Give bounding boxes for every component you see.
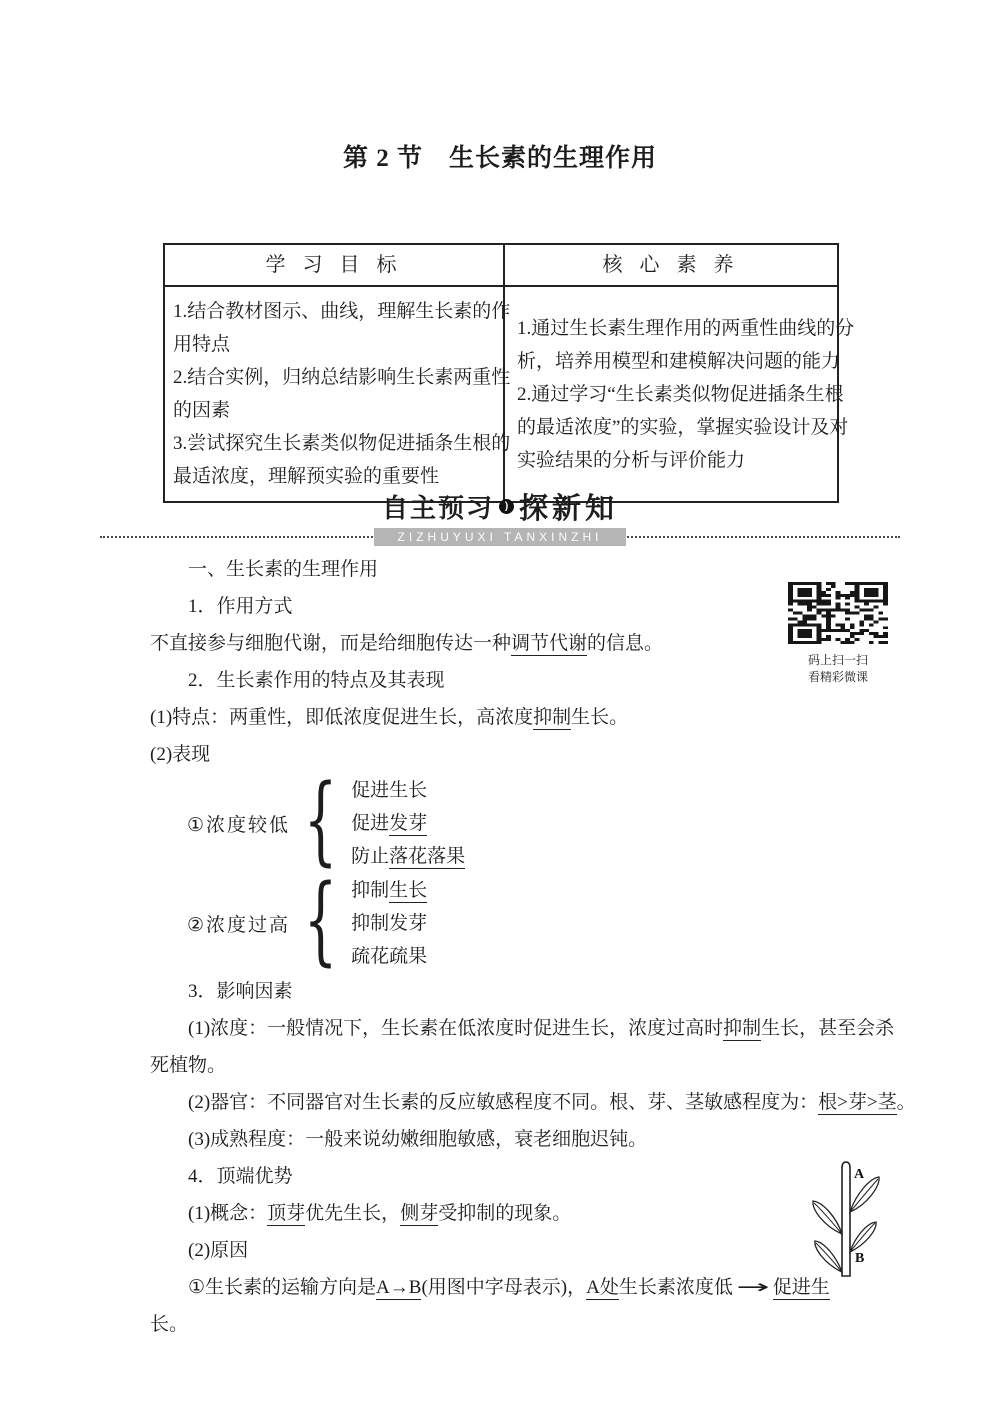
table-text-line: 实验结果的分析与评价能力 xyxy=(517,449,746,471)
plant-diagram xyxy=(806,1160,886,1280)
table-text-line: 3.尝试探究生长素类似物促进插条生根的 xyxy=(173,433,511,454)
text-run: (2)器官：不同器官对生长素的反应敏感程度不同。根、芽、茎敏感程度为： xyxy=(188,1092,819,1113)
text-line xyxy=(150,1084,916,1121)
text-run: 生长，甚至会杀 xyxy=(761,1018,895,1039)
table-text-line: 析，培养用模型和建模解决问题的能力 xyxy=(517,350,841,372)
page-title: 第 2 节 生长素的生理作用 xyxy=(342,145,657,172)
objectives-table xyxy=(163,243,855,503)
lines-part-1 xyxy=(150,551,866,773)
text-run: 抑制 xyxy=(351,879,390,901)
text-run: (2)原因 xyxy=(188,1240,249,1261)
table-header-core-literacy: 核 心 素 养 xyxy=(602,254,740,276)
text-run: (2)表现 xyxy=(150,744,211,765)
table-text-line: 1.结合教材图示、曲线，理解生长素的作 xyxy=(173,301,511,322)
brace-label-low: ①浓度较低 xyxy=(187,814,291,836)
text-line xyxy=(150,1010,895,1047)
underlined-text: 促进生 xyxy=(772,1277,830,1298)
core-literacy-cell xyxy=(505,287,858,501)
underlined-text: 发芽 xyxy=(389,812,428,834)
text-run: 4．顶端优势 xyxy=(188,1166,293,1187)
text-line xyxy=(150,662,866,699)
banner-title-left: 自主预习 xyxy=(381,493,494,523)
underlined-text: 调节代谢 xyxy=(511,633,588,654)
text-line xyxy=(150,973,866,1010)
text-line xyxy=(150,1306,866,1343)
section-divider-icon: ) xyxy=(499,499,514,514)
text-run: 促进生长 xyxy=(351,779,428,801)
underlined-text: 抑制 xyxy=(533,707,572,728)
text-run: 受抑制的现象。 xyxy=(438,1203,572,1224)
underlined-text: 生长 xyxy=(389,879,428,901)
text-run: 长。 xyxy=(150,1314,189,1335)
text-line xyxy=(150,736,866,773)
lines-part-2 xyxy=(150,973,916,1343)
underlined-text: 侧芽 xyxy=(400,1203,439,1224)
banner-title-right: 探新知 xyxy=(519,493,619,525)
underlined-text: A→B xyxy=(376,1277,422,1298)
text-run: (3)成熟程度：一般来说幼嫩细胞敏感，衰老细胞迟钝。 xyxy=(188,1129,648,1150)
text-run: 一、生长素的生理作用 xyxy=(188,559,379,580)
table-text-line: 2.结合实例，归纳总结影响生长素两重性 xyxy=(173,367,511,388)
notes-content xyxy=(150,551,916,1343)
text-run: 。 xyxy=(896,1092,916,1113)
text-run: 死植物。 xyxy=(150,1055,227,1076)
arrow-glyph: → xyxy=(736,1276,770,1298)
underlined-text: 根>芽>茎 xyxy=(818,1092,897,1113)
text-line xyxy=(150,625,866,662)
brace-item-line xyxy=(351,940,427,973)
text-line xyxy=(150,588,866,625)
table-text-line: 2.通过学习“生长素类似物促进插条生根 xyxy=(517,383,844,405)
text-run: 疏花疏果 xyxy=(351,945,428,967)
left-brace-glyph: { xyxy=(303,764,338,876)
brace-label-high: ②浓度过高 xyxy=(187,914,291,936)
objectives-table-body-row xyxy=(165,287,855,501)
table-text-line: 的最适浓度”的实验，掌握实验设计及对 xyxy=(517,416,849,438)
text-run: 不直接参与细胞代谢，而是给细胞传达一种 xyxy=(150,633,512,654)
text-run: 促进 xyxy=(351,812,390,834)
underlined-text: A处 xyxy=(586,1277,619,1298)
low-concentration-brace-group xyxy=(150,764,866,876)
table-text-line: 1.通过生长素生理作用的两重性曲线的分 xyxy=(517,317,855,339)
text-line xyxy=(150,699,866,736)
text-line xyxy=(150,1232,866,1269)
text-line xyxy=(150,1121,866,1158)
text-run: ①生长素的运输方向是 xyxy=(188,1277,377,1298)
banner-subtitle-row xyxy=(0,528,1000,548)
text-line xyxy=(150,1195,866,1232)
table-header-learning-goals: 学 习 目 标 xyxy=(165,245,505,285)
text-run: 生长。 xyxy=(571,707,629,728)
objectives-table-header-row xyxy=(165,245,837,287)
text-run: 生长素浓度低 xyxy=(618,1277,733,1298)
brace-items-high xyxy=(351,874,427,973)
brace-item-line xyxy=(351,907,427,940)
plant-stem xyxy=(842,1162,850,1276)
apical-bud-label: A xyxy=(854,1167,865,1182)
text-line xyxy=(150,551,866,588)
text-run: (1)概念： xyxy=(188,1203,268,1224)
left-brace-glyph: { xyxy=(303,864,338,976)
brace-item-line xyxy=(351,840,465,873)
text-run: 1．作用方式 xyxy=(188,596,293,617)
text-run: 2．生长素作用的特点及其表现 xyxy=(188,670,445,691)
learning-goals-cell xyxy=(165,287,511,501)
qr-caption-line2: 看精彩微课 xyxy=(807,670,868,684)
brace-item-line xyxy=(351,874,427,907)
table-text-line: 最适浓度，理解预实验的重要性 xyxy=(173,466,440,487)
brace-item-line xyxy=(351,774,465,807)
lateral-bud-label: B xyxy=(855,1251,865,1266)
text-line xyxy=(150,1047,866,1084)
table-text-line: 用特点 xyxy=(173,334,231,355)
qr-caption-line1: 码上扫一扫 xyxy=(807,653,868,667)
text-run: (1)特点：两重性，即低浓度促进生长，高浓度 xyxy=(150,707,534,728)
underlined-text: 顶芽 xyxy=(267,1203,306,1224)
banner-subtitle: ZIZHUYUXI TANXINZHI xyxy=(374,528,626,546)
text-run: 防止 xyxy=(351,845,390,867)
underlined-text: 落花落果 xyxy=(389,845,466,867)
section-banner-title xyxy=(0,486,1000,527)
text-run: 优先生长， xyxy=(305,1203,401,1224)
text-run: 的信息。 xyxy=(587,633,664,654)
text-run: (1)浓度：一般情况下，生长素在低浓度时促进生长，浓度过高时 xyxy=(188,1018,724,1039)
text-line xyxy=(150,1158,866,1195)
brace-item-line xyxy=(351,807,465,840)
brace-items-low xyxy=(351,774,465,873)
text-run: (用图中字母表示)， xyxy=(421,1277,587,1298)
underlined-text: 抑制 xyxy=(723,1018,762,1039)
section-banner xyxy=(0,486,1000,548)
table-text-line: 的因素 xyxy=(173,400,231,421)
high-concentration-brace-group xyxy=(150,864,866,976)
text-run: 抑制发芽 xyxy=(351,912,428,934)
text-run: 3．影响因素 xyxy=(188,981,293,1002)
text-line xyxy=(150,1269,866,1306)
